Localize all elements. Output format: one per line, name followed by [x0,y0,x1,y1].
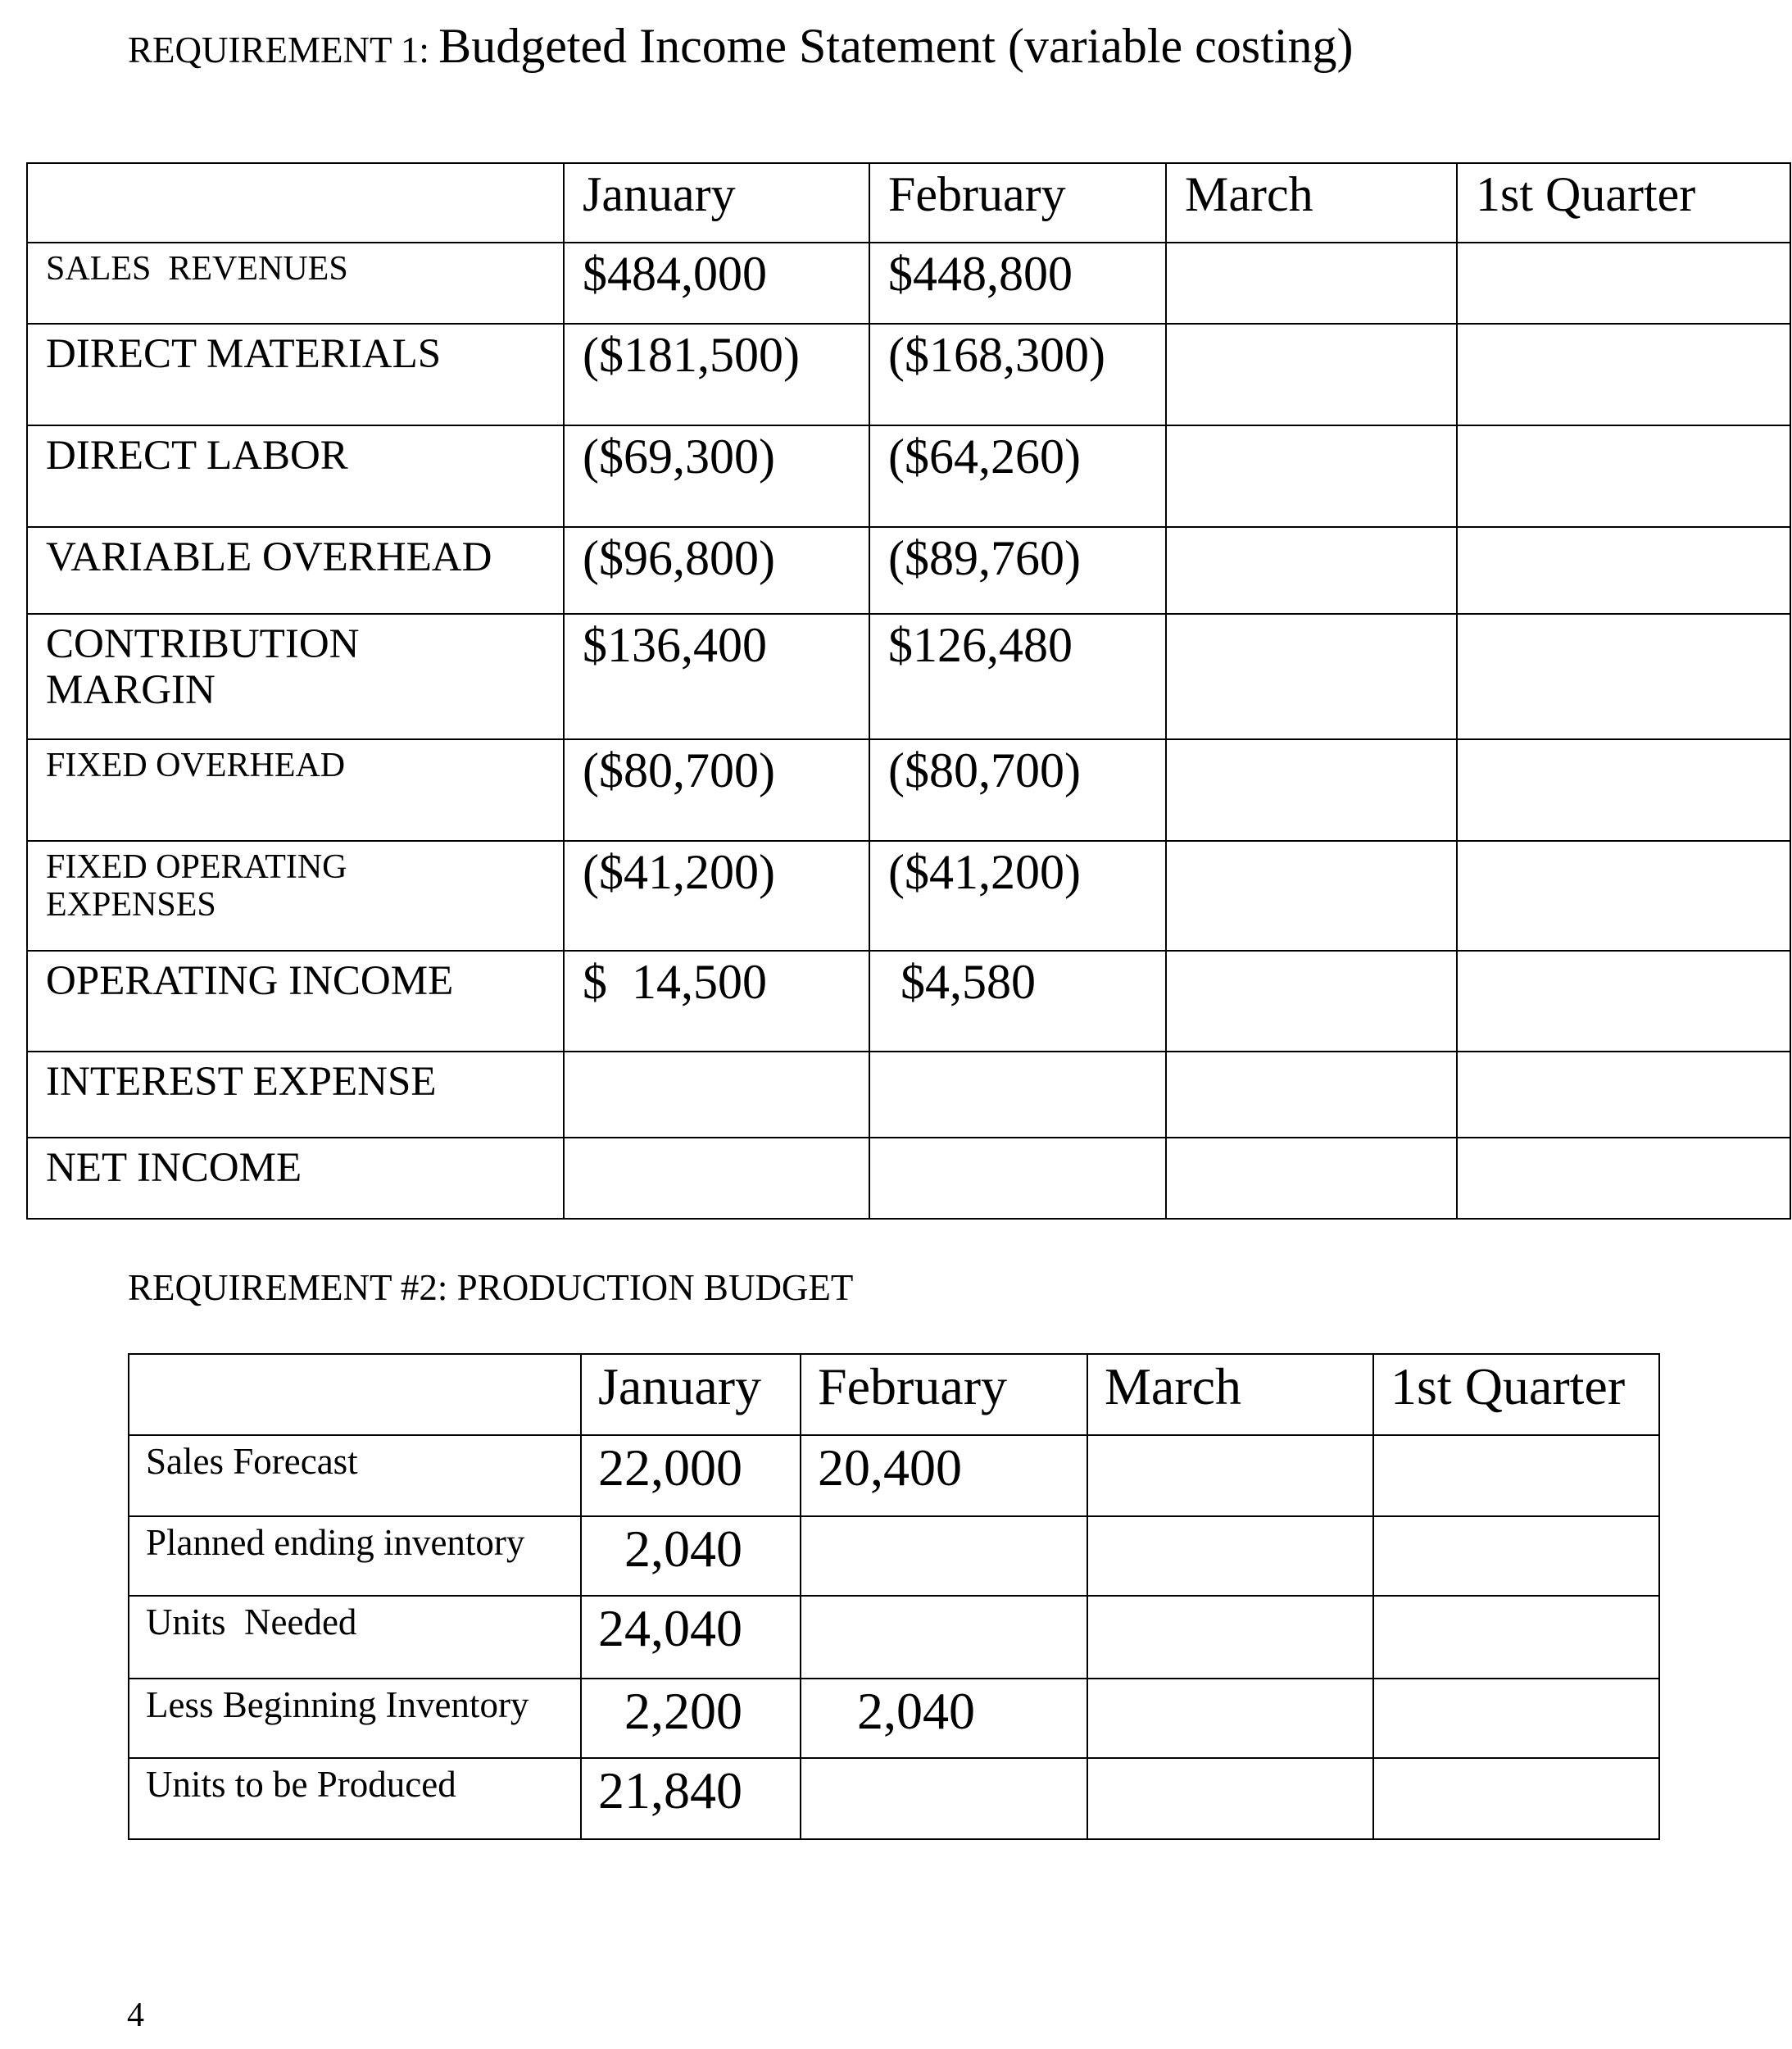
row-label: Less Beginning Inventory [129,1679,581,1758]
value-cell: 2,200 [581,1679,801,1758]
value-cell [1373,1758,1659,1839]
table-row [129,1679,1659,1758]
income-statement-table [26,162,1791,1220]
requirement-1-heading [128,18,1353,75]
column-header: 1st Quarter [1457,163,1790,243]
value-cell: ($89,760) [869,527,1166,614]
value-cell: ($181,500) [564,324,869,425]
value-cell [1457,1052,1790,1138]
value-cell [869,1052,1166,1138]
value-cell [1373,1679,1659,1758]
value-cell [1457,425,1790,527]
value-cell: 22,000 [581,1435,801,1516]
value-cell [1166,1138,1457,1219]
header-row [27,163,1790,243]
table-row [27,1138,1790,1219]
value-cell [1166,841,1457,951]
row-label: Sales Forecast [129,1435,581,1516]
value-cell: ($41,200) [564,841,869,951]
table-row [27,243,1790,324]
value-cell [801,1516,1087,1596]
value-cell: ($96,800) [564,527,869,614]
column-header: March [1166,163,1457,243]
value-cell [1166,739,1457,841]
value-cell: 24,040 [581,1596,801,1679]
value-cell [801,1758,1087,1839]
table-row [27,1052,1790,1138]
row-label: CONTRIBUTION MARGIN [27,614,564,739]
table-row [27,324,1790,425]
value-cell: 21,840 [581,1758,801,1839]
value-cell [564,1052,869,1138]
column-header: February [801,1354,1087,1435]
value-cell [1457,614,1790,739]
table-row [129,1758,1659,1839]
value-cell [1373,1596,1659,1679]
value-cell: $126,480 [869,614,1166,739]
row-label: VARIABLE OVERHEAD [27,527,564,614]
table-row [27,841,1790,951]
table-row [27,951,1790,1052]
value-cell [564,1138,869,1219]
value-cell: ($80,700) [869,739,1166,841]
value-cell [1087,1758,1373,1839]
value-cell: ($168,300) [869,324,1166,425]
row-label: Units to be Produced [129,1758,581,1839]
row-label: Units Needed [129,1596,581,1679]
value-cell [1457,324,1790,425]
value-cell [1166,614,1457,739]
column-header: March [1087,1354,1373,1435]
value-cell [1457,527,1790,614]
value-cell: ($41,200) [869,841,1166,951]
value-cell [1166,527,1457,614]
value-cell [1457,1138,1790,1219]
value-cell [1166,243,1457,324]
value-cell [869,1138,1166,1219]
table-row [27,425,1790,527]
value-cell: 2,040 [801,1679,1087,1758]
row-label: SALES REVENUES [27,243,564,324]
value-cell [1457,243,1790,324]
value-cell: $448,800 [869,243,1166,324]
value-cell [1087,1596,1373,1679]
row-label: OPERATING INCOME [27,951,564,1052]
value-cell: 2,040 [581,1516,801,1596]
value-cell [1457,951,1790,1052]
requirement-1-title: Budgeted Income Statement (variable costing) [438,19,1354,73]
value-cell [1457,841,1790,951]
production-budget-table [128,1353,1660,1840]
value-cell: 20,400 [801,1435,1087,1516]
value-cell [1166,425,1457,527]
header-row [129,1354,1659,1435]
row-label: FIXED OVERHEAD [27,739,564,841]
value-cell [1166,1052,1457,1138]
value-cell [1087,1516,1373,1596]
value-cell: $136,400 [564,614,869,739]
column-header: January [581,1354,801,1435]
value-cell [1166,951,1457,1052]
table-row [27,739,1790,841]
table-row [129,1435,1659,1516]
page-number: 4 [127,1997,144,2034]
value-cell [1087,1679,1373,1758]
row-label: DIRECT LABOR [27,425,564,527]
header-corner-cell [27,163,564,243]
column-header: 1st Quarter [1373,1354,1659,1435]
value-cell [1457,739,1790,841]
requirement-1-prefix: REQUIREMENT 1: [128,30,439,70]
value-cell: ($69,300) [564,425,869,527]
row-label: INTEREST EXPENSE [27,1052,564,1138]
value-cell: $ 14,500 [564,951,869,1052]
value-cell [801,1596,1087,1679]
row-label: NET INCOME [27,1138,564,1219]
requirement-2-heading: REQUIREMENT #2: PRODUCTION BUDGET [128,1267,854,1308]
value-cell: $484,000 [564,243,869,324]
row-label: DIRECT MATERIALS [27,324,564,425]
row-label: Planned ending inventory [129,1516,581,1596]
value-cell: ($80,700) [564,739,869,841]
value-cell [1166,324,1457,425]
value-cell: ($64,260) [869,425,1166,527]
value-cell [1373,1435,1659,1516]
column-header: January [564,163,869,243]
value-cell: $4,580 [869,951,1166,1052]
value-cell [1373,1516,1659,1596]
table-row [129,1516,1659,1596]
row-label: FIXED OPERATING EXPENSES [27,841,564,951]
column-header: February [869,163,1166,243]
value-cell [1087,1435,1373,1516]
table-row [27,614,1790,739]
table-row [27,527,1790,614]
table-row [129,1596,1659,1679]
header-corner-cell [129,1354,581,1435]
